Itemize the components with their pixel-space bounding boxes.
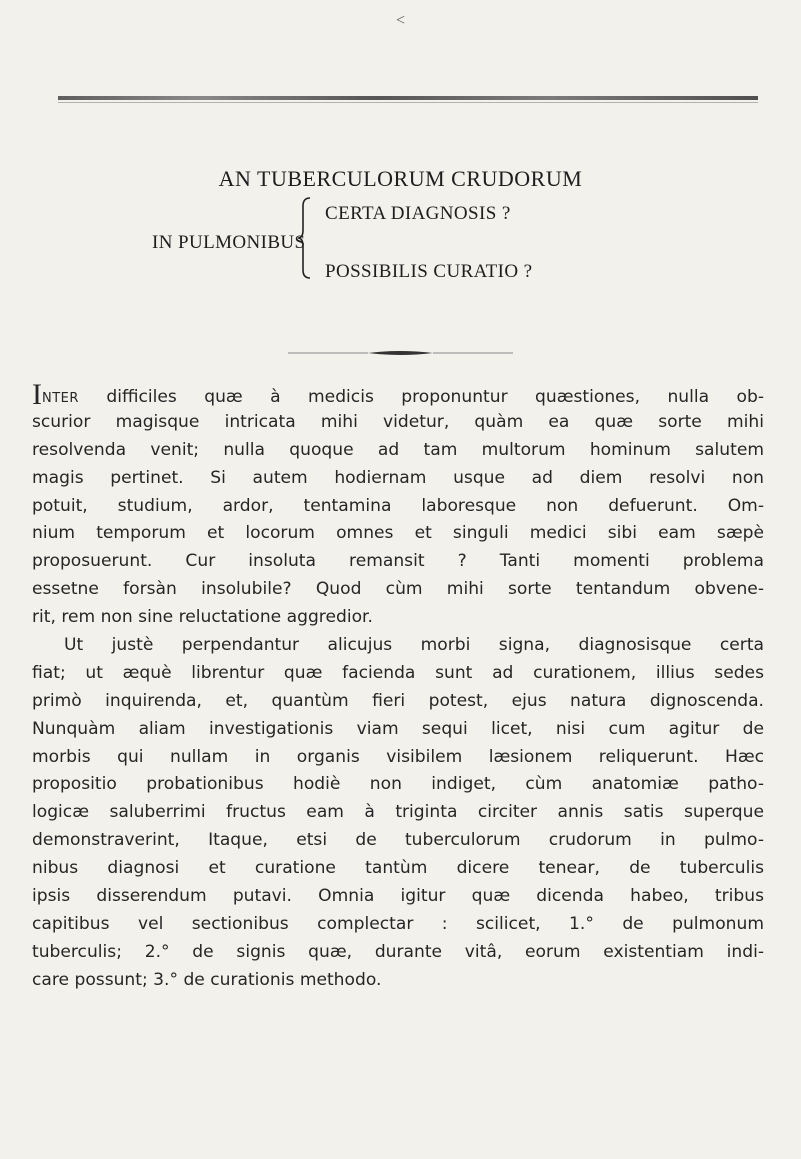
subtitle-right-1: CERTA DIAGNOSIS ? — [325, 203, 511, 224]
text-line: magis pertinet. Si autem hodiernam usque ad diem resolvi non — [32, 467, 764, 488]
text-line: demonstraverint, Itaque, etsi de tuberculorum crudorum in pulmo- — [32, 830, 764, 851]
text-line: fiat; ut æquè librentur quæ facienda sunt ad curationem, illius sedes — [32, 662, 764, 683]
drop-cap: I — [32, 378, 42, 411]
text-line: nibus diagnosi et curatione tantùm dicere tenear, de tuberculis — [32, 858, 764, 879]
small-caps: NTER — [42, 391, 79, 406]
body-text — [32, 378, 764, 995]
text-line — [32, 378, 764, 411]
text-line-content: difficiles quæ à medicis proponuntur quæstiones, nulla ob- — [78, 387, 764, 407]
text-line: ipsis disserendum putavi. Omnia igitur quæ dicenda habeo, tribus — [32, 886, 764, 907]
text-line: nium temporum et locorum omnes et singuli medici sibi eam sæpè — [32, 523, 764, 544]
text-line: morbis qui nullam in organis visibilem læsionem reliquerunt. Hæc — [32, 746, 764, 767]
text-line: essetne forsàn insolubile? Quod cùm mihi sorte tentandum obvene- — [32, 579, 764, 600]
text-line: potuit, studium, ardor, tentamina laboresque non defuerunt. Om- — [32, 495, 764, 516]
brace-icon — [296, 196, 312, 280]
subtitle-left: IN PULMONIBUS — [152, 232, 306, 253]
top-mark: < — [395, 12, 406, 29]
text-line: tuberculis; 2.° de signis quæ, durante vitâ, eorum existentiam indi- — [32, 941, 764, 962]
text-line: capitibus vel sectionibus complectar : scilicet, 1.° de pulmonum — [32, 913, 764, 934]
top-rule-thin — [58, 102, 758, 103]
text-line: Ut justè perpendantur alicujus morbi signa, diagnosisque certa — [64, 635, 764, 656]
text-line: proposuerunt. Cur insoluta remansit ? Tanti momenti problema — [32, 551, 764, 572]
text-line: resolvenda venit; nulla quoque ad tam multorum hominum salutem — [32, 439, 764, 460]
text-line: rit, rem non sine reluctatione aggredior. — [32, 607, 373, 628]
text-line: propositio probationibus hodiè non indiget, cùm anatomiæ patho- — [32, 774, 764, 795]
text-line: Nunquàm aliam investigationis viam sequi licet, nisi cum agitur de — [32, 718, 764, 739]
text-line: care possunt; 3.° de curationis methodo. — [32, 969, 382, 990]
text-line: primò inquirenda, et, quantùm fieri potest, ejus natura dignoscenda. — [32, 690, 764, 711]
subtitle-right-2: POSSIBILIS CURATIO ? — [325, 261, 533, 282]
text-line: scurior magisque intricata mihi videtur, quàm ea quæ sorte mihi — [32, 411, 764, 432]
top-rule — [58, 96, 758, 100]
text-line: logicæ saluberrimi fructus eam à triginta circiter annis satis superque — [32, 802, 764, 823]
ornament-rule — [288, 350, 513, 356]
page-title: AN TUBERCULORUM CRUDORUM — [218, 166, 583, 191]
